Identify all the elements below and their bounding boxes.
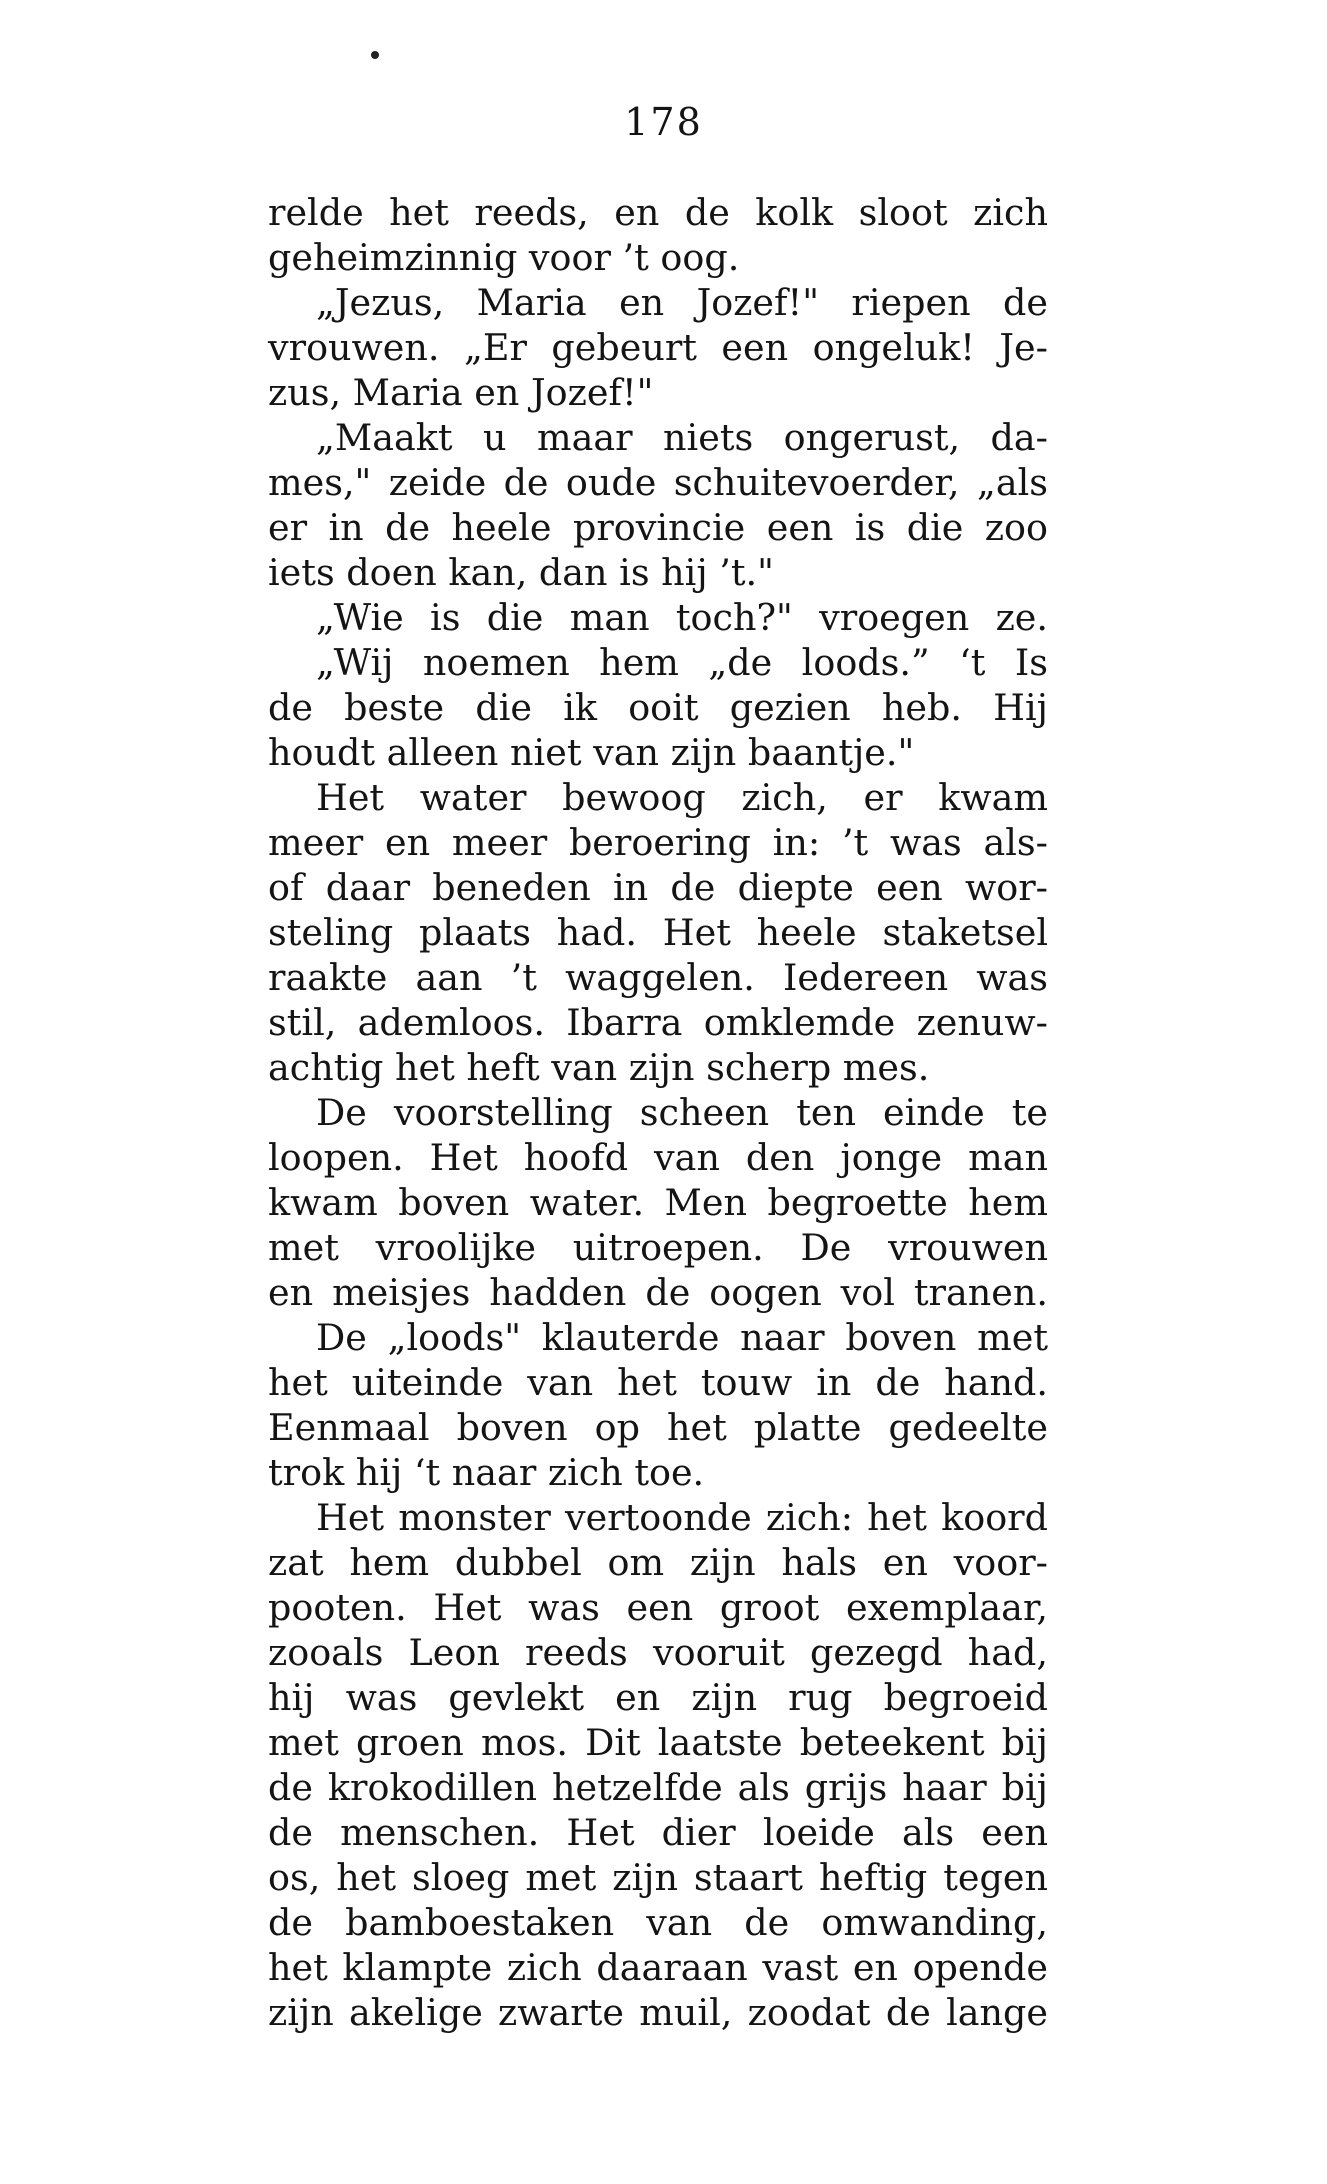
text-line: De voorstelling scheen ten einde te bbox=[316, 1091, 1048, 1134]
text-line: zat hem dubbel om zijn hals en voor- bbox=[268, 1541, 1048, 1584]
text-line: raakte aan ’t waggelen. Iedereen was bbox=[268, 956, 1048, 999]
text-line: os, het sloeg met zijn staart heftig tegen bbox=[268, 1856, 1048, 1899]
text-line: „Wie is die man toch?" vroegen ze. bbox=[316, 596, 1048, 639]
text-line: „Jezus, Maria en Jozef!" riepen de bbox=[316, 281, 1048, 324]
text-line: loopen. Het hoofd van den jonge man bbox=[268, 1136, 1048, 1179]
text-line: met vroolijke uitroepen. De vrouwen bbox=[268, 1226, 1048, 1269]
text-line: de beste die ik ooit gezien heb. Hij bbox=[268, 686, 1048, 729]
text-line: zus, Maria en Jozef!" bbox=[268, 371, 654, 414]
text-line: zijn akelige zwarte muil, zoodat de lange bbox=[268, 1991, 1048, 2034]
text-line: achtig het heft van zijn scherp mes. bbox=[268, 1046, 930, 1089]
body-text bbox=[268, 190, 1048, 2035]
text-line: trok hij ‘t naar zich toe. bbox=[268, 1451, 705, 1494]
text-line: het klampte zich daaraan vast en opende bbox=[268, 1946, 1048, 1989]
text-line: mes," zeide de oude schuitevoerder, „als bbox=[268, 461, 1048, 504]
text-line: stil, ademloos. Ibarra omklemde zenuw- bbox=[268, 1001, 1048, 1044]
text-line: er in de heele provincie een is die zoo bbox=[268, 506, 1048, 549]
text-line: De „loods" klauterde naar boven met bbox=[316, 1316, 1048, 1359]
text-line: zooals Leon reeds vooruit gezegd had, bbox=[268, 1631, 1048, 1674]
text-line: de bamboestaken van de omwanding, bbox=[268, 1901, 1048, 1944]
text-line: geheimzinnig voor ’t oog. bbox=[268, 236, 740, 279]
text-line: hij was gevlekt en zijn rug begroeid bbox=[268, 1676, 1048, 1719]
text-line: de menschen. Het dier loeide als een bbox=[268, 1811, 1048, 1854]
text-line: met groen mos. Dit laatste beteekent bij bbox=[268, 1721, 1048, 1764]
text-line: Het monster vertoonde zich: het koord bbox=[316, 1496, 1048, 1539]
text-line: meer en meer beroering in: ’t was als- bbox=[268, 821, 1048, 864]
printer-speck bbox=[371, 51, 379, 59]
text-line: steling plaats had. Het heele staketsel bbox=[268, 911, 1048, 954]
text-line: vrouwen. „Er gebeurt een ongeluk! Je- bbox=[268, 326, 1048, 369]
text-line: de krokodillen hetzelfde als grijs haar bij bbox=[268, 1766, 1048, 1809]
text-line: relde het reeds, en de kolk sloot zich bbox=[268, 191, 1048, 234]
text-line: of daar beneden in de diepte een wor- bbox=[268, 866, 1048, 909]
text-line: Eenmaal boven op het platte gedeelte bbox=[268, 1406, 1048, 1449]
text-line: houdt alleen niet van zijn baantje." bbox=[268, 731, 915, 774]
text-line: Het water bewoog zich, er kwam bbox=[316, 776, 1048, 819]
text-line: „Maakt u maar niets ongerust, da- bbox=[316, 416, 1048, 459]
text-line: pooten. Het was een groot exemplaar, bbox=[268, 1586, 1048, 1629]
text-line: iets doen kan, dan is hij ’t." bbox=[268, 551, 774, 594]
text-line: en meisjes hadden de oogen vol tranen. bbox=[268, 1271, 1048, 1314]
text-line: „Wij noemen hem „de loods.” ‘t Is bbox=[316, 641, 1048, 684]
text-line: kwam boven water. Men begroette hem bbox=[268, 1181, 1048, 1224]
page-number: 178 bbox=[624, 100, 703, 144]
text-line: het uiteinde van het touw in de hand. bbox=[268, 1361, 1048, 1404]
